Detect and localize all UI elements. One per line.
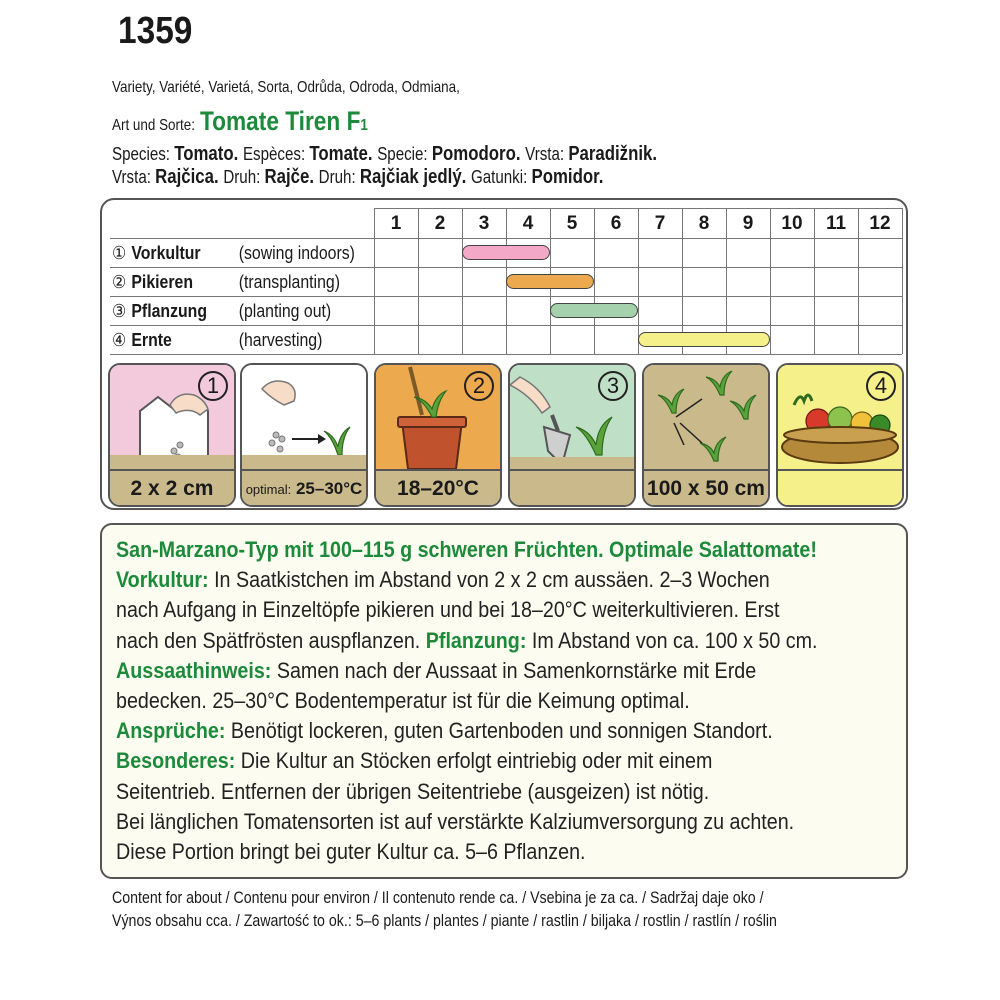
- species-label: Druh:: [223, 167, 265, 187]
- grid-hline: [110, 354, 902, 355]
- species-label: Specie:: [377, 144, 432, 164]
- species-value: Tomate.: [309, 143, 378, 165]
- article-number: 1359: [118, 10, 193, 52]
- calendar-row-label: [112, 297, 332, 325]
- month-header: 11: [825, 213, 847, 234]
- grid-hline: [110, 238, 902, 239]
- row-number: ②: [112, 272, 127, 292]
- species-label: Vrsta:: [112, 167, 156, 187]
- content-line-2: Výnos obsahu cca. / Zawartość to ok.: 5–6 plants / plantes / piante / rastlin / biljaka / rostlin / rastlín / roślin: [112, 912, 777, 930]
- potted-seedling-illustration: [376, 365, 500, 469]
- month-header: 9: [742, 213, 754, 234]
- step-number-badge: 1: [198, 371, 228, 401]
- panel-caption: 2 x 2 cm: [110, 469, 234, 505]
- calendar-bar: [638, 332, 770, 347]
- species-value: Rajče.: [264, 166, 319, 188]
- vrsta-line: [112, 166, 603, 189]
- panel-caption: optimal: 25–30°C: [242, 469, 366, 505]
- row-english-label: (planting out): [238, 301, 332, 321]
- art-und-sorte-line: [112, 106, 368, 137]
- variety-line: Variety, Variété, Varietá, Sorta, Odrůda, Odroda, Odmiana,: [112, 79, 460, 96]
- species-label: Espèces:: [242, 144, 310, 164]
- month-header: 8: [698, 213, 710, 234]
- sowing-calendar: [100, 198, 908, 510]
- panel-caption: 100 x 50 cm: [644, 469, 768, 505]
- month-header: 2: [434, 213, 446, 234]
- seed-tray-illustration: [110, 365, 234, 469]
- label-aussaathinweis: Aussaathinweis:: [116, 657, 272, 683]
- row-english-label: (sowing indoors): [238, 243, 355, 263]
- species-label: Gatunki:: [470, 167, 532, 187]
- calendar-row-label: [112, 326, 323, 354]
- panel-caption: [778, 469, 902, 505]
- calendar-bar: [550, 303, 638, 318]
- label-vorkultur: Vorkultur:: [116, 567, 209, 593]
- panel-harvest: [776, 363, 904, 507]
- month-header: 1: [390, 213, 402, 234]
- description-text: San-Marzano-Typ mit 100–115 g schweren Früchten. Optimale Salattomate! Vorkultur: In Saatkistchen im Abstand von 2 x 2 cm aussäen. 2–3 Wochen nach Aufgang in Einzeltöpfe pikieren und bei 18–20°C weiterkultivieren. Erst nach den Spätfrösten auspflanzen. Pflanzung: Im Abstand von ca. 100 x 50 cm. Aussaathinweis: Samen nach der Aussaat in Samenkornstärke mit Erde bedecken. 25–30°C Bodentemperatur ist für die Keimung optimal. Ansprüche: Benötigt lockeren, guten Gartenboden und sonnigen Standort. Besonderes: Die Kultur an Stöcken erfolgt eintriebig oder mit einem Seitentrieb. Entfernen der übrigen Seitentriebe (ausgeizen) ist nötig. Bei länglichen Tomatensorten ist auf verstärkte Kalziumversorgung zu achten. Diese Portion bringt bei guter Kultur ca. 5–6 Pflanzen.: [116, 537, 818, 865]
- species-label: Druh:: [318, 167, 360, 187]
- row-german-label: Ernte: [131, 330, 172, 350]
- label-besonderes: Besonderes:: [116, 748, 236, 774]
- species-value: Pomodoro.: [431, 143, 526, 165]
- row-number: ③: [112, 301, 127, 321]
- month-header: 5: [566, 213, 578, 234]
- species-value: Pomidor.: [531, 166, 604, 188]
- species-value: Rajčiak jedlý.: [359, 166, 471, 188]
- species-value: Rajčica.: [155, 166, 224, 188]
- grid-hline: [110, 267, 902, 268]
- species-value: Tomato.: [174, 143, 243, 165]
- grid-hline: [110, 296, 902, 297]
- vegetable-basket-illustration: [778, 365, 902, 469]
- calendar-row-label: [112, 268, 340, 296]
- month-header: 10: [781, 213, 803, 234]
- month-header: 6: [610, 213, 622, 234]
- title-subscript: 1: [360, 117, 368, 134]
- grid-hline: [374, 208, 902, 209]
- content-line-1: Content for about / Contenu pour environ / Il contenuto rende ca. / Vsebina je za ca. / Sadržaj daje oko /: [112, 889, 764, 907]
- panel-sowing-distance: [108, 363, 236, 507]
- month-header: 7: [654, 213, 666, 234]
- panel-germination-temp: [240, 363, 368, 507]
- panel-plant-spacing: [642, 363, 770, 507]
- species-value: Paradižnik.: [568, 143, 658, 165]
- row-german-label: Pikieren: [131, 272, 194, 292]
- label-ansprueche: Ansprüche:: [116, 718, 226, 744]
- plant-spacing-illustration: [644, 365, 768, 469]
- species-label: Species:: [112, 144, 175, 164]
- row-english-label: (transplanting): [238, 272, 340, 292]
- row-german-label: Vorkultur: [131, 243, 201, 263]
- species-line: [112, 143, 657, 166]
- grid-vline: [902, 208, 903, 354]
- grid-hline: [110, 325, 902, 326]
- step-number-badge: 2: [464, 371, 494, 401]
- month-header: 3: [478, 213, 490, 234]
- month-header: 12: [869, 213, 891, 234]
- seed-germination-illustration: [242, 365, 366, 469]
- row-number: ①: [112, 243, 127, 263]
- row-english-label: (harvesting): [238, 330, 323, 350]
- calendar-bar: [462, 245, 550, 260]
- calendar-row-label: [112, 239, 355, 267]
- product-title: Tomate Tiren F1: [199, 106, 368, 136]
- species-label: Vrsta:: [525, 144, 569, 164]
- calendar-bar: [506, 274, 594, 289]
- headline: San-Marzano-Typ mit 100–115 g schweren Früchten. Optimale Salattomate!: [116, 537, 817, 562]
- label-pflanzung: Pflanzung:: [425, 627, 527, 653]
- panel-caption: 18–20°C: [376, 469, 500, 505]
- panel-caption: [510, 469, 634, 505]
- trowel-planting-illustration: [510, 365, 634, 469]
- row-number: ④: [112, 330, 127, 350]
- row-german-label: Pflanzung: [131, 301, 208, 321]
- panel-transplant-temp: [374, 363, 502, 507]
- step-number-badge: 4: [866, 371, 896, 401]
- description-box: [100, 523, 908, 879]
- panel-planting-out: [508, 363, 636, 507]
- month-header: 4: [522, 213, 534, 234]
- art-label: Art und Sorte:: [112, 117, 195, 134]
- content-info: [112, 887, 777, 933]
- step-number-badge: 3: [598, 371, 628, 401]
